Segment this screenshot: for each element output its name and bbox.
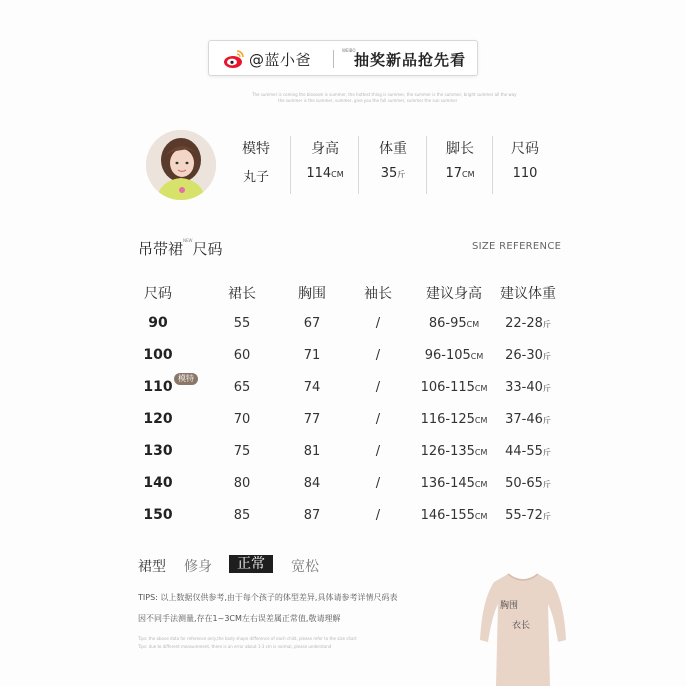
row-length: 70	[233, 412, 251, 427]
row-height: 136-145CM	[420, 476, 488, 491]
table-header: 裙长	[228, 286, 256, 302]
table-header: 袖长	[364, 286, 392, 302]
dress-chest-label: 胸围	[500, 601, 519, 611]
row-sleeve: /	[375, 316, 381, 331]
row-weight: 50-65斤	[505, 476, 551, 491]
pill-divider	[333, 50, 334, 68]
model-col-key: 身高	[311, 141, 339, 157]
row-chest: 71	[303, 348, 321, 363]
row-sleeve: /	[375, 508, 381, 523]
fit-option-loose: 宽松	[291, 559, 319, 575]
row-weight: 44-55斤	[505, 444, 551, 459]
row-size: 120	[143, 411, 173, 427]
dress-length-label: 衣长	[512, 621, 531, 631]
row-size: 140	[143, 475, 173, 491]
row-height: 146-155CM	[420, 508, 488, 523]
row-chest: 77	[303, 412, 321, 427]
model-col-value: 17CM	[445, 166, 475, 181]
model-avatar	[146, 130, 216, 200]
section-title: 吊带裙$^{NEW}$尺码	[138, 238, 223, 258]
model-col-weight	[358, 138, 428, 181]
size-reference-label: SIZE REFERENCE	[472, 241, 562, 252]
row-chest: 67	[303, 316, 321, 331]
row-size: 90	[148, 315, 168, 331]
model-col-value: 丸子	[242, 170, 269, 185]
row-length: 80	[233, 476, 251, 491]
row-sleeve: /	[375, 348, 381, 363]
model-col-foot	[425, 138, 495, 181]
row-height: 116-125CM	[420, 412, 488, 427]
table-header: 胸围	[298, 286, 326, 302]
row-chest: 84	[303, 476, 321, 491]
row-height: 86-95CM	[428, 316, 480, 331]
weibo-icon	[223, 49, 245, 69]
table-header: 建议体重	[500, 286, 556, 302]
weibo-header-pill[interactable]	[208, 40, 478, 76]
row-chest: 81	[303, 444, 321, 459]
table-header: 建议身高	[426, 286, 482, 302]
weibo-handle: @蓝小爸	[249, 51, 312, 69]
row-chest: 87	[303, 508, 321, 523]
fit-option-slim: 修身	[184, 559, 212, 575]
row-weight: 33-40斤	[505, 380, 551, 395]
row-sleeve: /	[375, 444, 381, 459]
row-length: 75	[233, 444, 251, 459]
model-col-key: 模特	[242, 141, 270, 157]
header-fine-print-2: the summer is the summer, summer, give you the full summer, summer the sun summer	[278, 98, 458, 103]
promo-text: 抽奖新品抢先看	[354, 51, 467, 69]
row-length: 65	[233, 380, 251, 395]
model-col-key: 体重	[379, 141, 407, 157]
tips-fine-print-2: Tips: due to different measurement, there is an error about 1-3 cm is normal, please understand	[138, 644, 332, 649]
row-chest: 74	[303, 380, 321, 395]
table-header: 尺码	[144, 286, 172, 302]
model-col-key: 脚长	[446, 141, 474, 157]
row-size: 110	[143, 379, 173, 395]
row-length: 85	[233, 508, 251, 523]
row-weight: 26-30斤	[505, 348, 551, 363]
model-col-value: 114CM	[306, 166, 344, 181]
model-size-badge: 模特	[174, 373, 198, 385]
fit-label: 裙型	[138, 559, 166, 575]
row-size: 130	[143, 443, 173, 459]
tips-line-2: 因不同手法测量,存在1~3CM左右误差属正常值,敬请理解	[138, 614, 341, 623]
model-col-size	[490, 138, 560, 181]
row-size: 150	[143, 507, 173, 523]
row-sleeve: /	[375, 412, 381, 427]
tips-line-1: TIPS: 以上数据仅供参考,由于每个孩子的体型差异,具体请参考详情尺码表	[138, 593, 398, 602]
row-sleeve: /	[375, 380, 381, 395]
row-weight: 22-28斤	[505, 316, 551, 331]
model-col-value: 35斤	[380, 166, 406, 181]
tips-fine-print-1: Tips: the above data for reference only,the body shape difference of each child, please refer to the size chart	[138, 636, 357, 641]
model-col-key: 尺码	[511, 141, 539, 157]
row-weight: 37-46斤	[505, 412, 551, 427]
model-col-name	[221, 138, 291, 185]
header-fine-print-1: The summer is coming the blossom is summer, the hottest thing is summer, the summer is the summer, bright summer all the way	[252, 92, 517, 97]
row-height: 106-115CM	[420, 380, 488, 395]
row-size: 100	[143, 347, 173, 363]
row-length: 60	[233, 348, 251, 363]
row-weight: 55-72斤	[505, 508, 551, 523]
model-col-height	[290, 138, 360, 181]
row-height: 126-135CM	[420, 444, 488, 459]
fit-option-normal: 正常	[229, 555, 273, 573]
row-length: 55	[233, 316, 251, 331]
weibo-micro-tag: WEIBO	[342, 48, 356, 53]
model-col-value: 110	[512, 166, 538, 181]
row-height: 96-105CM	[424, 348, 484, 363]
row-sleeve: /	[375, 476, 381, 491]
